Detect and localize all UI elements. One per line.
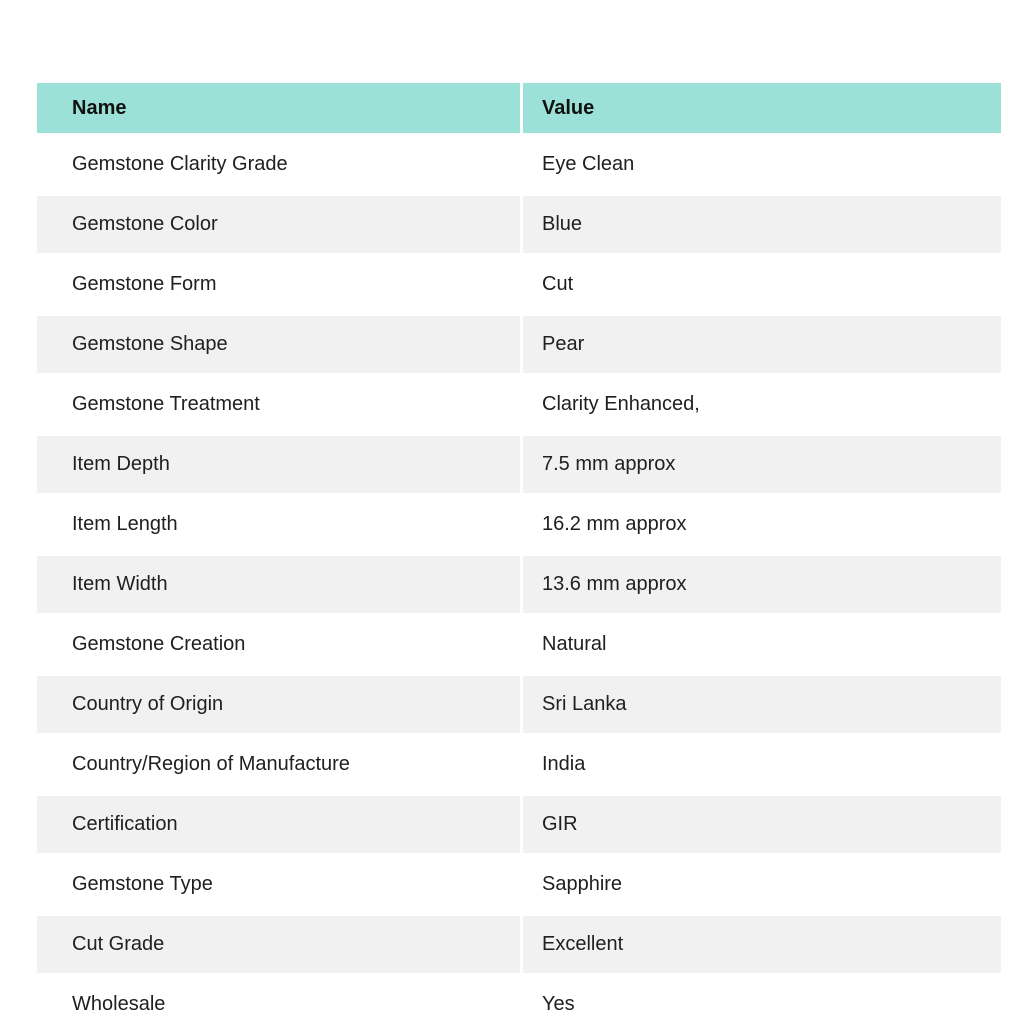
table-row — [37, 376, 1001, 436]
spec-name-cell: Gemstone Clarity Grade — [37, 136, 523, 196]
table-row — [37, 256, 1001, 316]
spec-name-cell: Item Width — [37, 556, 523, 616]
column-header-name: Name — [37, 83, 523, 136]
spec-value-cell: GIR — [523, 796, 1001, 856]
spec-name-cell: Gemstone Form — [37, 256, 523, 316]
spec-value-cell: Eye Clean — [523, 136, 1001, 196]
spec-value-cell: 7.5 mm approx — [523, 436, 1001, 496]
spec-value-cell: Excellent — [523, 916, 1001, 976]
table-row — [37, 676, 1001, 736]
spec-value-cell: Natural — [523, 616, 1001, 676]
spec-name-cell: Certification — [37, 796, 523, 856]
table-row — [37, 736, 1001, 796]
table-row — [37, 796, 1001, 856]
spec-value-cell: Sri Lanka — [523, 676, 1001, 736]
spec-name-cell: Wholesale — [37, 976, 523, 1024]
spec-value-cell: Pear — [523, 316, 1001, 376]
header-row — [37, 83, 1001, 136]
spec-value-cell: 13.6 mm approx — [523, 556, 1001, 616]
table-row — [37, 136, 1001, 196]
table-row — [37, 196, 1001, 256]
spec-name-cell: Gemstone Color — [37, 196, 523, 256]
spec-value-cell: Clarity Enhanced, — [523, 376, 1001, 436]
spec-name-cell: Gemstone Treatment — [37, 376, 523, 436]
column-header-value: Value — [523, 83, 1001, 136]
spec-name-cell: Country/Region of Manufacture — [37, 736, 523, 796]
spec-value-cell: Blue — [523, 196, 1001, 256]
spec-value-cell: 16.2 mm approx — [523, 496, 1001, 556]
item-specifics-table-wrap — [37, 83, 1001, 1024]
table-row — [37, 316, 1001, 376]
spec-name-cell: Item Depth — [37, 436, 523, 496]
table-row — [37, 856, 1001, 916]
spec-value-cell: Sapphire — [523, 856, 1001, 916]
spec-name-cell: Gemstone Type — [37, 856, 523, 916]
spec-name-cell: Gemstone Creation — [37, 616, 523, 676]
spec-value-cell: India — [523, 736, 1001, 796]
table-row — [37, 436, 1001, 496]
item-specifics-table — [37, 83, 1001, 1024]
table-row — [37, 496, 1001, 556]
spec-value-cell: Cut — [523, 256, 1001, 316]
spec-value-cell: Yes — [523, 976, 1001, 1024]
table-row — [37, 976, 1001, 1024]
table-row — [37, 556, 1001, 616]
spec-name-cell: Cut Grade — [37, 916, 523, 976]
table-row — [37, 916, 1001, 976]
spec-name-cell: Item Length — [37, 496, 523, 556]
table-header — [37, 83, 1001, 136]
spec-name-cell: Gemstone Shape — [37, 316, 523, 376]
table-row — [37, 616, 1001, 676]
spec-name-cell: Country of Origin — [37, 676, 523, 736]
table-body — [37, 136, 1001, 1024]
